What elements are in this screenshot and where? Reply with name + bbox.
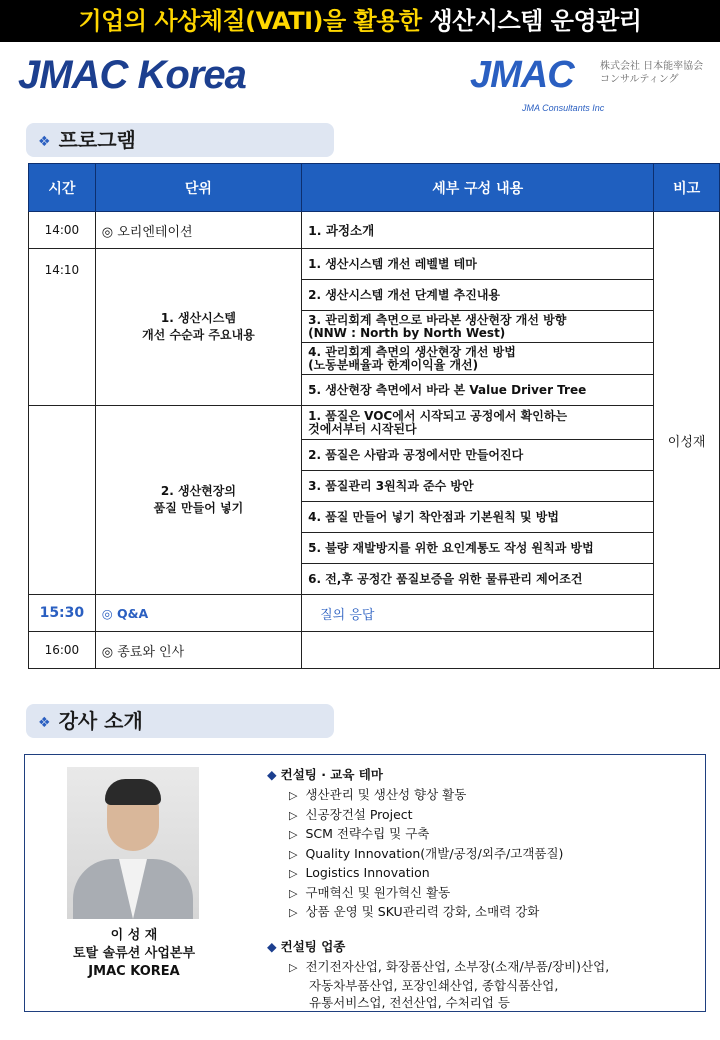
jmac-logo-subtitle: JMA Consultants Inc: [522, 103, 605, 113]
program-table: [28, 163, 720, 669]
list-item-text: 전기전자산업, 화장품산업, 소부장(소재/부품/장비)산업,: [305, 959, 610, 974]
list-item-text: Logistics Innovation: [305, 865, 430, 880]
detail-cell: 3. 품질관리 3원칙과 준수 방안: [302, 471, 654, 502]
theme-list: [289, 786, 563, 923]
time-cell: 14:00: [29, 212, 96, 249]
list-item-text: Quality Innovation(개발/공정/외주/고객품질): [305, 845, 564, 861]
list-item-text: 생산관리 및 생산성 향상 활동: [305, 787, 467, 802]
detail-cell: 6. 전,후 공정간 품질보증을 위한 물류관리 제어조건: [302, 564, 654, 595]
unit-cell: 1. 생산시스템 개선 수순과 주요내용: [95, 249, 301, 406]
triangle-right-icon: ▷: [289, 867, 298, 880]
jmac-logo-text: JMAC: [470, 54, 574, 96]
jmac-japanese-line1: 株式会社 日本能率協会: [600, 61, 704, 72]
header-detail: 세부 구성 내용: [302, 164, 654, 212]
list-item: 자동차부품산업, 포장인쇄산업, 종합식품산업,: [309, 977, 559, 993]
table-row: [29, 212, 720, 249]
detail-cell: 4. 품질 만들어 넣기 착안점과 기본원칙 및 방법: [302, 502, 654, 533]
detail-cell: 2. 생산시스템 개선 단계별 추진내용: [302, 280, 654, 311]
unit-cell: ◎ Q&A: [95, 595, 301, 632]
triangle-right-icon: ▷: [289, 906, 298, 919]
list-item: [289, 958, 609, 977]
program-section-heading: [26, 123, 334, 157]
note-cell: 이성재: [654, 212, 720, 669]
detail-cell: 질의 응답: [302, 595, 654, 632]
theme-title: [267, 765, 383, 783]
jmac-korea-logo: JMAC Korea: [18, 53, 246, 97]
list-item-text: 상품 운영 및 SKU관리력 강화, 소매력 강화: [305, 904, 540, 919]
instructor-section-heading: [26, 704, 334, 738]
list-item-text: SCM 전략수립 및 구축: [305, 826, 430, 841]
instructor-heading-text: 강사 소개: [58, 709, 143, 733]
detail-cell: 1. 품질은 VOC에서 시작되고 공정에서 확인하는 것에서부터 시작된다: [302, 406, 654, 440]
detail-cell: 5. 불량 재발방지를 위한 요인계통도 작성 원칙과 방법: [302, 533, 654, 564]
triangle-right-icon: ▷: [289, 828, 298, 841]
list-item: [289, 825, 563, 845]
triangle-right-icon: ▷: [289, 886, 298, 900]
header-unit: 단위: [95, 164, 301, 212]
list-item: [289, 845, 563, 865]
table-row: [29, 406, 720, 440]
banner-title-part1: 기업의 사상체질(VATI)을 활용한: [78, 7, 422, 35]
theme-title-text: 컨설팅 · 교육 테마: [280, 767, 383, 782]
detail-cell: 3. 관리회계 측면으로 바라본 생산현장 개선 방향 (NNW : North by North West): [302, 311, 654, 343]
list-item: [289, 903, 563, 923]
diamond-bullet-icon: ❖: [38, 134, 51, 150]
instructor-photo: [67, 767, 199, 919]
instructor-name: 이 성 재: [110, 928, 158, 943]
unit-cell: ◎ 종료와 인사: [95, 632, 301, 669]
table-row: [29, 595, 720, 632]
industry-list: [289, 958, 609, 1012]
unit-cell: 2. 생산현장의 품질 만들어 넣기: [95, 406, 301, 595]
jmac-logo: [470, 54, 605, 113]
list-item: [289, 786, 563, 806]
table-row: [29, 249, 720, 280]
triangle-right-icon: ▷: [289, 847, 298, 861]
detail-cell: 1. 생산시스템 개선 레벨별 테마: [302, 249, 654, 280]
industry-title: [267, 937, 345, 955]
industry-title-text: 컨설팅 업종: [280, 939, 346, 954]
table-row: [29, 632, 720, 669]
triangle-right-icon: ▷: [289, 789, 298, 802]
triangle-right-icon: ▷: [289, 808, 298, 822]
detail-cell: 4. 관리회계 측면의 생산현장 개선 방법 (노동분배율과 한계이익율 개선): [302, 343, 654, 375]
unit-cell: ◎ 오리엔테이션: [95, 212, 301, 249]
time-cell: 14:10: [29, 249, 96, 406]
time-cell: 15:30: [29, 595, 96, 632]
list-item: [289, 806, 563, 826]
jmac-japanese-line2: コンサルティング: [600, 74, 679, 85]
list-item: 유통서비스업, 전선산업, 수처리업 등: [309, 995, 510, 1010]
time-cell: [29, 406, 96, 595]
header-note: 비고: [654, 164, 720, 212]
time-cell: 16:00: [29, 632, 96, 669]
header-time: 시간: [29, 164, 96, 212]
diamond-bullet-icon: ◆: [267, 767, 277, 782]
detail-cell: 5. 생산현장 측면에서 바라 본 Value Driver Tree: [302, 375, 654, 406]
jmac-japanese-name: [600, 60, 703, 86]
list-item-text: 구매혁신 및 원가혁신 활동: [305, 884, 451, 900]
list-item-text: 신공장건설 Project: [305, 806, 413, 822]
list-item: [289, 884, 563, 904]
triangle-right-icon: ▷: [289, 961, 298, 974]
instructor-company: JMAC KOREA: [88, 964, 180, 979]
instructor-department: 토탈 솔류션 사업본부: [72, 946, 196, 961]
instructor-box: [24, 754, 706, 1012]
detail-cell: [302, 632, 654, 669]
list-item: [289, 864, 563, 884]
program-heading-text: 프로그램: [58, 128, 136, 152]
page-banner: [0, 0, 720, 42]
table-header-row: [29, 164, 720, 212]
diamond-bullet-icon: ❖: [38, 715, 51, 731]
detail-cell: 1. 과정소개: [302, 212, 654, 249]
detail-cell: 2. 품질은 사람과 공정에서만 만들어진다: [302, 440, 654, 471]
diamond-bullet-icon: ◆: [267, 939, 277, 954]
banner-title-part2: 생산시스템 운영관리: [429, 7, 642, 35]
